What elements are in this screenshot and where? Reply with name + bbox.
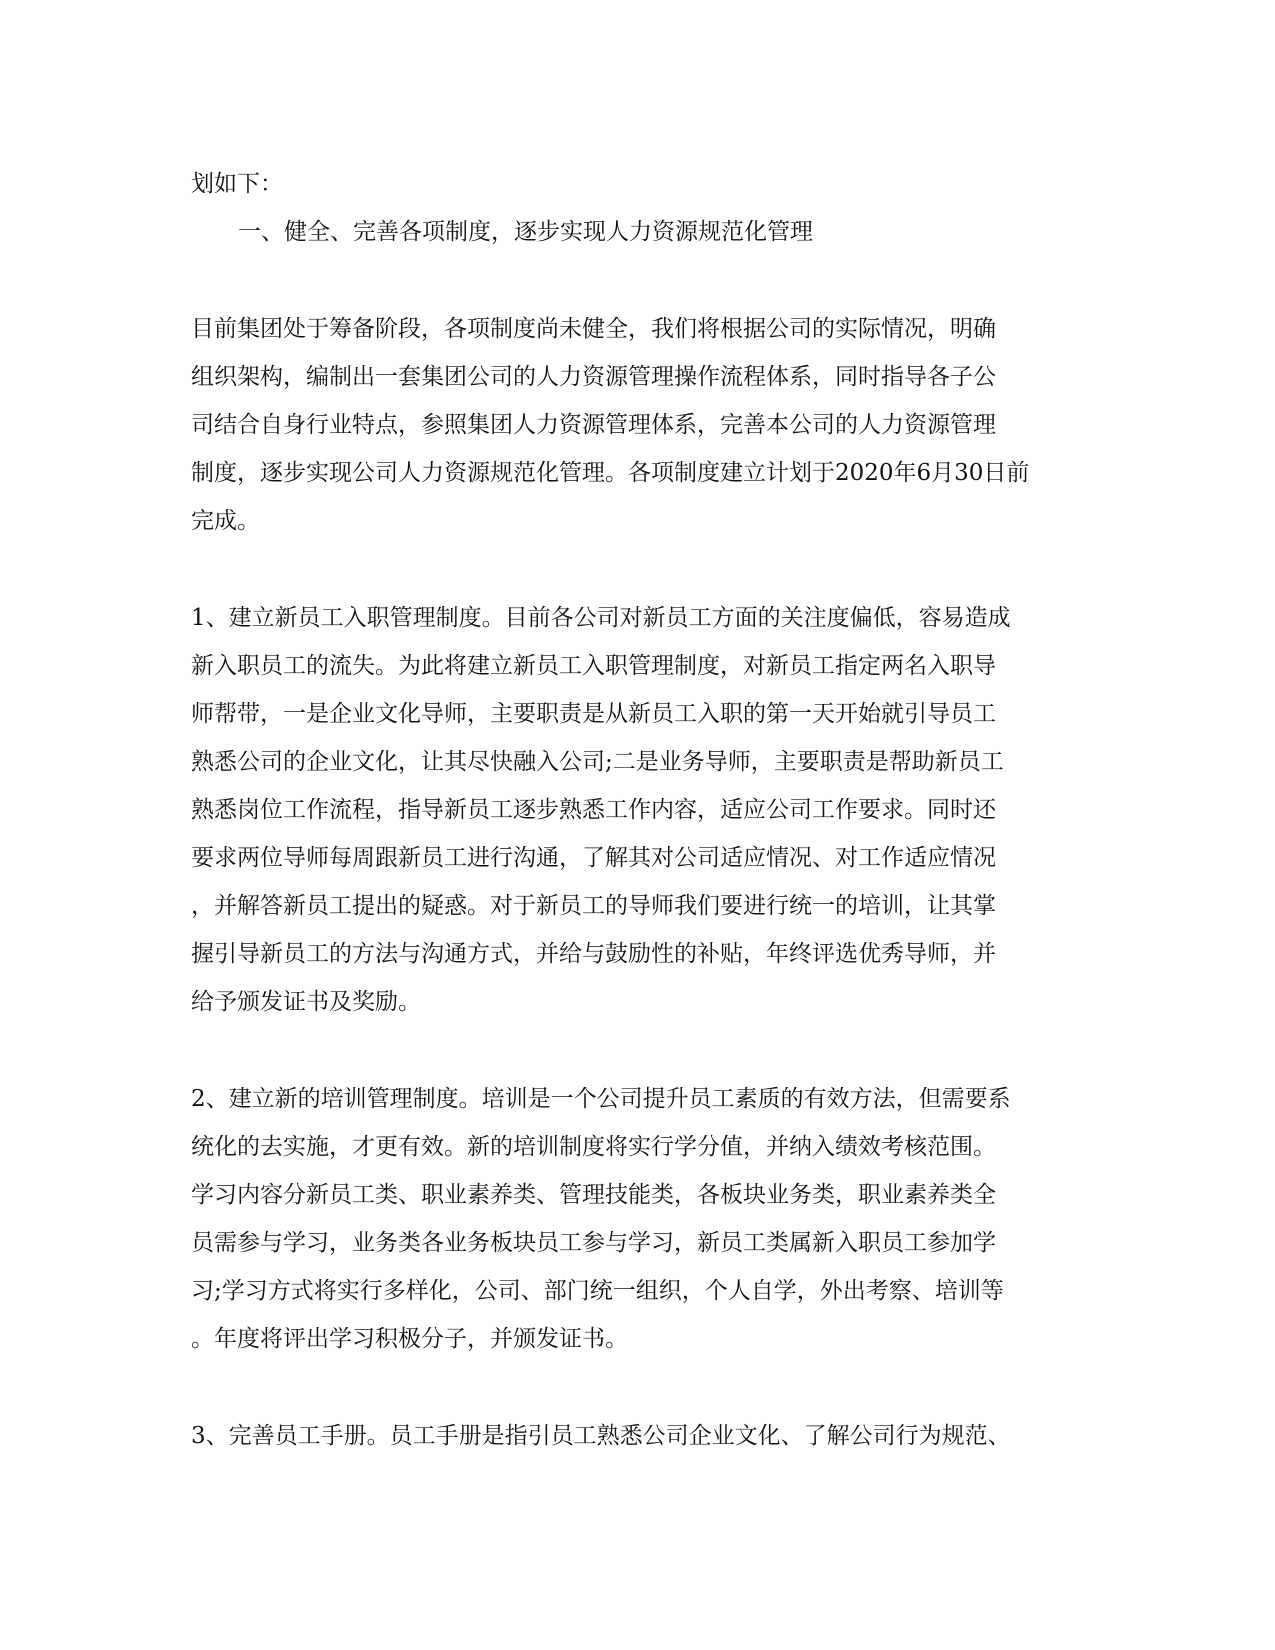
- text-line: 一、健全、完善各项制度，逐步实现人力资源规范化管理: [238, 219, 813, 245]
- intro-line: [191, 160, 1076, 208]
- text-line: 目前集团处于筹备阶段，各项制度尚未健全，我们将根据公司的实际情况，明确: [191, 316, 996, 342]
- text-line: ，并解答新员工提出的疑惑。对于新员工的导师我们要进行统一的培训，让其掌: [191, 893, 996, 919]
- paragraph-spacer: [191, 1363, 1076, 1412]
- overview-paragraph: [191, 305, 1076, 545]
- text-line: 制度，逐步实现公司人力资源规范化管理。各项制度建立计划于2020年6月30日前: [191, 460, 1030, 486]
- text-line: 完成。: [191, 508, 260, 534]
- paragraph-spacer: [191, 256, 1076, 305]
- text-line: 新入职员工的流失。为此将建立新员工入职管理制度，对新员工指定两名入职导: [191, 653, 996, 679]
- text-line: 1、建立新员工入职管理制度。目前各公司对新员工方面的关注度偏低，容易造成: [191, 605, 1011, 631]
- text-line: 师帮带，一是企业文化导师，主要职责是从新员工入职的第一天开始就引导员工: [191, 701, 996, 727]
- paragraph-spacer: [191, 1026, 1076, 1075]
- text-line: 组织架构，编制出一套集团公司的人力资源管理操作流程体系，同时指导各子公: [191, 364, 996, 390]
- text-line: 习;学习方式将实行多样化，公司、部门统一组织，个人自学，外出考察、培训等: [191, 1278, 1004, 1304]
- text-line: 给予颁发证书及奖励。: [191, 989, 421, 1015]
- paragraph-spacer: [191, 545, 1076, 594]
- text-line: 要求两位导师每周跟新员工进行沟通，了解其对公司适应情况、对工作适应情况: [191, 845, 996, 871]
- text-line: 3、完善员工手册。员工手册是指引员工熟悉公司企业文化、了解公司行为规范、: [191, 1423, 1011, 1449]
- text-line: 学习内容分新员工类、职业素养类、管理技能类，各板块业务类，职业素养类全: [191, 1182, 996, 1208]
- text-line: 熟悉公司的企业文化，让其尽快融入公司;二是业务导师，主要职责是帮助新员工: [191, 749, 1004, 775]
- text-line: 员需参与学习，业务类各业务板块员工参与学习，新员工类属新入职员工参加学: [191, 1230, 996, 1256]
- text-line: 司结合自身行业特点，参照集团人力资源管理体系，完善本公司的人力资源管理: [191, 412, 996, 438]
- document-body: [191, 160, 1076, 1460]
- item-2-paragraph: [191, 1075, 1076, 1363]
- text-line: 。年度将评出学习积极分子，并颁发证书。: [191, 1326, 628, 1352]
- text-line: 划如下：: [191, 171, 283, 197]
- text-line: 握引导新员工的方法与沟通方式，并给与鼓励性的补贴，年终评选优秀导师，并: [191, 941, 996, 967]
- text-line: 熟悉岗位工作流程，指导新员工逐步熟悉工作内容，适应公司工作要求。同时还: [191, 797, 996, 823]
- text-line: 2、建立新的培训管理制度。培训是一个公司提升员工素质的有效方法，但需要系: [191, 1086, 1011, 1112]
- item-1-paragraph: [191, 594, 1076, 1026]
- item-3-paragraph: [191, 1412, 1076, 1460]
- text-line: 统化的去实施，才更有效。新的培训制度将实行学分值，并纳入绩效考核范围。: [191, 1134, 996, 1160]
- section-heading: [191, 208, 1076, 256]
